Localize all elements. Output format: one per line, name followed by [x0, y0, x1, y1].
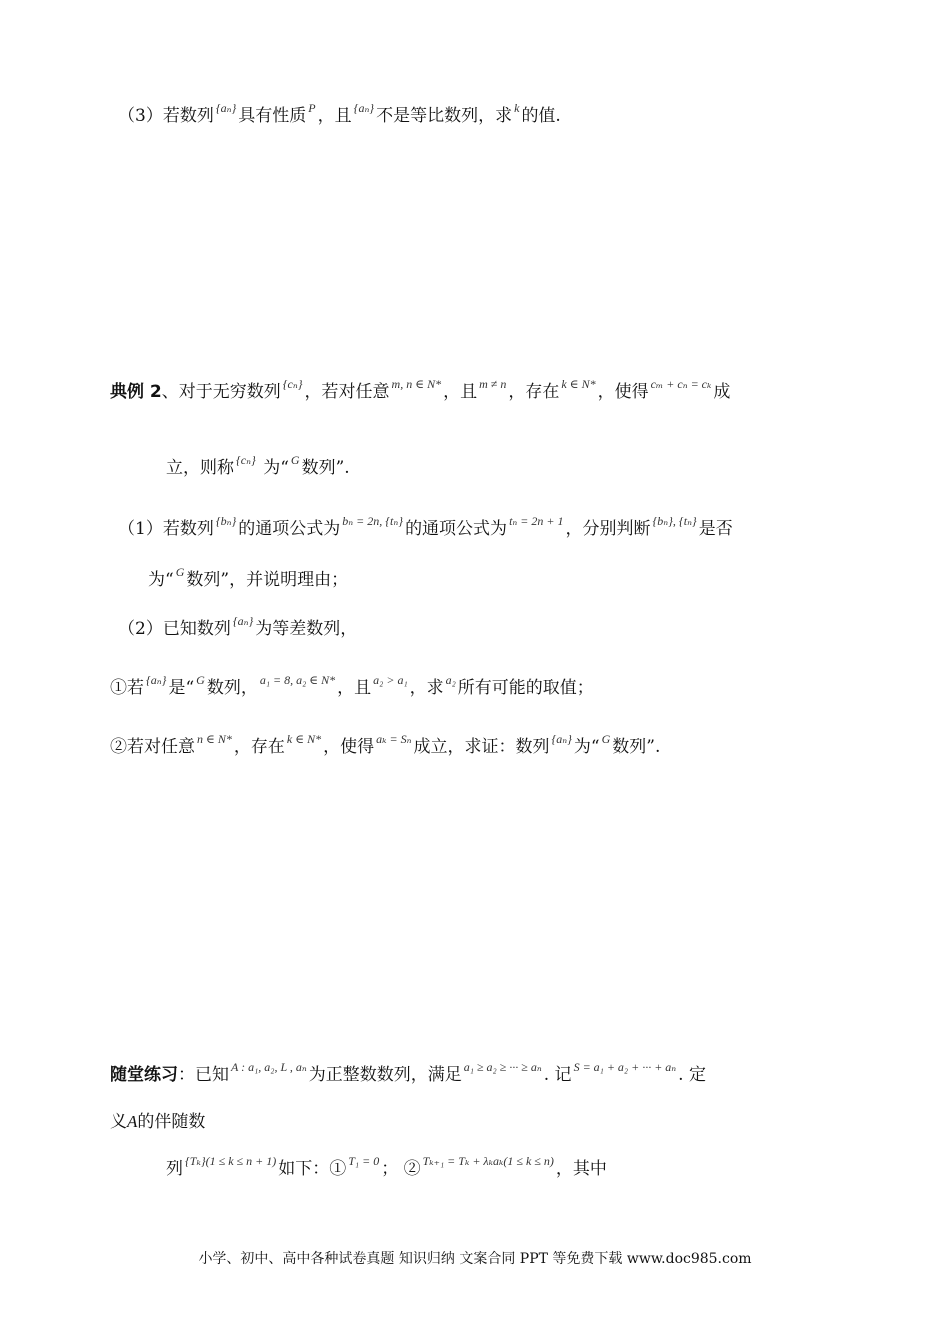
math-tn-formula: tₙ = 2n + 1 — [509, 514, 564, 528]
text: 是“ — [168, 678, 195, 698]
example-2-question-1 — [118, 514, 733, 542]
text: 义 — [110, 1112, 127, 1132]
text: ，且 — [317, 106, 352, 126]
math-cm-plus-cn: cₘ + cₙ = cₖ — [650, 377, 712, 391]
math-sequence-a: {aₙ} — [353, 101, 375, 115]
example-2-label: 典例 2 — [110, 382, 162, 402]
example-2-line-2 — [166, 453, 350, 481]
math-ak-eq-sn: aₖ = Sₙ — [376, 732, 412, 746]
text: 如下：① — [278, 1159, 347, 1179]
math-sequence-c: {cₙ} — [236, 453, 256, 467]
text: 成立，求证：数列 — [413, 737, 550, 757]
math-sequence-a: {aₙ} — [146, 673, 167, 687]
math-g: G — [601, 732, 611, 746]
text: 数列”. — [612, 737, 661, 757]
math-m-n-in-n: m, n ∈ N* — [391, 377, 442, 391]
text: （2）已知数列 — [118, 619, 231, 639]
math-sequence-A: A : a₁, a₂, L , aₙ — [231, 1060, 307, 1074]
text: 成 — [713, 382, 731, 402]
practice-label: 随堂练习 — [110, 1065, 178, 1085]
problem-3-line — [118, 101, 561, 129]
text: ，使得 — [597, 382, 649, 402]
math-k-in-n: k ∈ N* — [561, 377, 596, 391]
math-sequence-a: {aₙ} — [551, 732, 572, 746]
math-sequence-a: {aₙ} — [215, 101, 237, 115]
math-a1-a2: a₁ = 8, a₂ ∈ N* — [259, 673, 336, 687]
example-2-line-1 — [110, 377, 731, 405]
practice-line-1 — [110, 1060, 706, 1088]
example-2-subquestion-1 — [110, 673, 594, 701]
text: ，其中 — [555, 1159, 607, 1179]
text: （1）若数列 — [118, 519, 214, 539]
math-sequence-b: {bₙ} — [215, 514, 237, 528]
text: ①若 — [110, 678, 144, 698]
text: 具有性质 — [238, 106, 307, 126]
text: 数列”，并说明理由； — [186, 570, 349, 590]
math-g: G — [196, 673, 205, 687]
text: 为“ — [573, 737, 600, 757]
example-2-question-1-cont — [148, 565, 349, 593]
math-sum-s: S = a₁ + a₂ + ··· + aₙ — [573, 1060, 677, 1074]
math-tk-recursion: Tₖ₊₁ = Tₖ + λₖaₖ(1 ≤ k ≤ n) — [422, 1154, 554, 1168]
math-g: G — [290, 453, 300, 467]
math-sequence-c: {cₙ} — [282, 377, 303, 391]
text: . 定 — [678, 1065, 706, 1085]
text: 的通项公式为 — [405, 519, 508, 539]
text: 列 — [166, 1159, 183, 1179]
practice-line-2 — [110, 1110, 205, 1134]
math-a2: a₂ — [445, 673, 456, 687]
text: ：已知 — [178, 1065, 229, 1085]
example-2-question-2 — [118, 614, 358, 642]
text: 的通项公式为 — [238, 519, 341, 539]
practice-line-3 — [166, 1154, 607, 1182]
text: 的值. — [521, 106, 561, 126]
text: 所有可能的取值； — [457, 678, 594, 698]
math-m-neq-n: m ≠ n — [479, 377, 507, 391]
text: ； ② — [381, 1159, 421, 1179]
math-bn-tn: {bₙ}, {tₙ} — [652, 514, 697, 528]
math-bn-formula: bₙ = 2n, {tₙ} — [342, 514, 404, 528]
text: 为等差数列， — [255, 619, 358, 639]
math-g: G — [175, 565, 185, 579]
math-k-in-n: k ∈ N* — [286, 732, 322, 746]
math-A: A — [127, 1112, 138, 1131]
text: 为“ — [257, 458, 289, 478]
text: 立，则称 — [166, 458, 234, 478]
text: 、对于无穷数列 — [161, 382, 281, 402]
text: 是否 — [698, 519, 733, 539]
text: ，存在 — [233, 737, 285, 757]
text: 的伴随数 — [137, 1112, 206, 1132]
text: ，存在 — [508, 382, 560, 402]
text: ，且 — [443, 382, 478, 402]
text: 为正整数数列，满足 — [308, 1065, 462, 1085]
math-a2-gt-a1: a₂ > a₁ — [373, 673, 408, 687]
math-k: k — [514, 101, 520, 115]
math-t1-zero: T₁ = 0 — [348, 1154, 380, 1168]
math-tk-range: {Tₖ}(1 ≤ k ≤ n + 1) — [185, 1154, 277, 1168]
text: （3）若数列 — [118, 106, 214, 126]
example-2-subquestion-2 — [110, 732, 661, 760]
text: ②若对任意 — [110, 737, 195, 757]
text: 数列， — [206, 678, 258, 698]
math-descending: a₁ ≥ a₂ ≥ ··· ≥ aₙ — [463, 1060, 542, 1074]
text: 不是等比数列，求 — [376, 106, 513, 126]
text: ，若对任意 — [304, 382, 390, 402]
text: ，使得 — [323, 737, 375, 757]
math-sequence-a: {aₙ} — [232, 614, 254, 628]
page-footer: 小学、初中、高中各种试卷真题 知识归纳 文案合同 PPT 等免费下载 www.doc985.com — [198, 1251, 752, 1267]
text: ，且 — [337, 678, 372, 698]
text: . 记 — [543, 1065, 572, 1085]
math-p: P — [308, 101, 316, 115]
text: 为“ — [148, 570, 174, 590]
math-n-in-n: n ∈ N* — [197, 732, 232, 746]
text: ，分别判断 — [565, 519, 651, 539]
text: ，求 — [409, 678, 444, 698]
text: 数列”. — [301, 458, 350, 478]
